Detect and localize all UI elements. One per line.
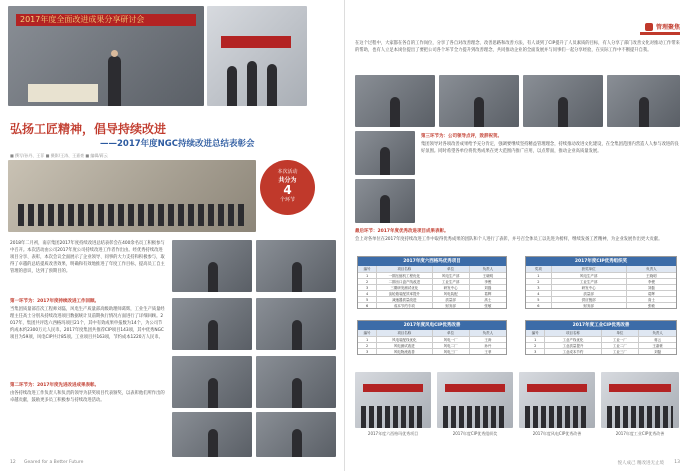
section4-text: 会上对各单位在2017年度持续改进工作中取得优秀成果的团队和个人进行了表彰，并号召全体员工以先进为榜样，继续发扬工匠精神，为企业发展作出更大贡献。 bbox=[355, 237, 663, 242]
leader-photo-3 bbox=[523, 75, 603, 127]
photo-caption: 2017年度风电CIP优秀改善 bbox=[532, 431, 582, 436]
award-photo bbox=[207, 6, 307, 106]
award-banner bbox=[221, 36, 291, 48]
col-header: 项目名称 bbox=[376, 330, 431, 336]
table-cell: 4 bbox=[537, 292, 540, 296]
speaker-figure-2 bbox=[292, 262, 302, 292]
badge-line-2: 共分为 bbox=[278, 177, 297, 184]
table-cell: 刘磊 bbox=[469, 285, 506, 290]
table-sixsigma-header bbox=[358, 266, 506, 272]
stage-display bbox=[28, 84, 98, 102]
table-cell: 减速器质量改进 bbox=[376, 297, 431, 302]
table-cell: 质量部 bbox=[432, 297, 469, 302]
right-footer-slogan: 悦人成己 精改进无止境 bbox=[617, 461, 664, 466]
table-row bbox=[526, 302, 676, 308]
table-cell: 2 bbox=[365, 344, 369, 348]
table-industry-cip-title: 2017年度工业CIP优秀改善 bbox=[526, 321, 676, 330]
speaker-photo-2 bbox=[256, 240, 336, 292]
table-cell: 2 bbox=[537, 280, 540, 284]
four-stages-badge bbox=[260, 160, 315, 215]
table-cell: 1 bbox=[365, 338, 369, 342]
table-row bbox=[526, 342, 676, 348]
intro-paragraph: 2018年二月初，南京集团2017年度持续改进总结表彰会在400余名员工积极参与中召开。本次活动由公司2017年度公司持续改进工作者作出由。经优秀持续改进项目分享、表彰，本次会议全面展示了企业领导、同事的大力支持和积极参与，取得了卓越的总结提质改善效果，明确和有效地推进了年度工作目标，提高员工自主管理的意识，达到了预期目的。 bbox=[10, 241, 165, 274]
table-row bbox=[358, 348, 506, 354]
table-cell: 3 bbox=[534, 350, 537, 354]
speaker-photo-8 bbox=[256, 412, 336, 457]
group-banner-3 bbox=[527, 384, 587, 392]
table-cell: 高士 bbox=[469, 297, 506, 302]
table-cell: 王晓明 bbox=[626, 273, 676, 278]
col-header: 项目名称 bbox=[376, 266, 431, 272]
table-cell: 5 bbox=[537, 298, 540, 302]
speaker-figure-8 bbox=[292, 429, 302, 457]
table-cell: 工业生产部 bbox=[551, 279, 626, 284]
section2-heading: 第二环节为：2017年度先进改进成果表彰。 bbox=[10, 383, 100, 388]
table-cell: 工业一厂 bbox=[601, 337, 639, 342]
col-header: 单位 bbox=[601, 330, 639, 336]
article-subtitle: ——2017年度NGC持续改进总结表彰会 bbox=[100, 139, 255, 149]
table-row bbox=[526, 348, 676, 354]
speaker-photo-6 bbox=[256, 356, 336, 408]
table-cell: 3 bbox=[365, 286, 369, 290]
speaker-photo-5 bbox=[172, 356, 252, 408]
article-title: 弘扬工匠精神，倡导持续改进 bbox=[10, 122, 167, 136]
speaker-photo-1 bbox=[172, 240, 252, 292]
table-cell: 供应链部 bbox=[551, 297, 626, 302]
table-cell: 王晓明 bbox=[469, 273, 506, 278]
group-people-4 bbox=[607, 406, 673, 428]
right-page bbox=[345, 0, 690, 471]
col-header: 负责人 bbox=[626, 266, 676, 272]
table-wind-cip bbox=[357, 320, 507, 355]
table-row bbox=[358, 278, 506, 284]
table-cell: 5 bbox=[365, 298, 369, 302]
table-cell: 风电装配 bbox=[432, 291, 469, 296]
table-cip-org bbox=[525, 256, 677, 309]
leader-photo-6 bbox=[355, 179, 415, 223]
table-industry-cip-header bbox=[526, 330, 676, 336]
table-cell: 高士 bbox=[626, 297, 676, 302]
table-cell: 孙丹 bbox=[469, 343, 506, 348]
speaker-figure-7 bbox=[208, 429, 218, 457]
table-cell: 风电三厂 bbox=[432, 349, 469, 354]
group-photo-2 bbox=[437, 372, 513, 428]
table-cell: 李俊 bbox=[469, 279, 506, 284]
leader-figure-3 bbox=[558, 97, 568, 127]
table-cell: 风电物流改善 bbox=[376, 349, 431, 354]
table-cell: 张敏 bbox=[469, 303, 506, 308]
section4-heading: 最后环节：2017年度优秀改进项目成果表彰。 bbox=[355, 229, 449, 234]
table-cell: 1 bbox=[537, 274, 540, 278]
speaker-figure-6 bbox=[292, 378, 302, 408]
brand-underline bbox=[640, 32, 680, 35]
table-cell: 王涛 bbox=[469, 337, 506, 342]
table-cell: 6 bbox=[365, 304, 369, 308]
col-header: 编号 bbox=[531, 331, 539, 335]
table-cell: 葛辉 bbox=[626, 291, 676, 296]
leader-figure-4 bbox=[639, 97, 649, 127]
group-people-3 bbox=[525, 406, 589, 428]
leader-figure-2 bbox=[474, 97, 484, 127]
table-cell: 工业产线优化 bbox=[544, 337, 600, 342]
table-cell: 刘磊 bbox=[638, 349, 676, 354]
group-banner-4 bbox=[609, 384, 671, 392]
audience-rows bbox=[18, 204, 246, 226]
table-cell: 工业质量提升 bbox=[544, 343, 600, 348]
badge-line-1: 本次活动 bbox=[277, 169, 298, 175]
photo-caption: 2017年度六西格玛优秀项目 bbox=[367, 431, 419, 436]
speaker-figure bbox=[108, 56, 121, 106]
table-cell: 财务部 bbox=[551, 303, 626, 308]
table-cell: 工业生产部 bbox=[432, 279, 469, 284]
group-banner-2 bbox=[445, 384, 505, 392]
badge-number: 4 bbox=[283, 183, 292, 197]
table-cell: 风电装配线优化 bbox=[376, 337, 431, 342]
audience-photo bbox=[8, 160, 256, 232]
table-cell: 王菲 bbox=[469, 349, 506, 354]
group-photo-3 bbox=[519, 372, 595, 428]
col-header: 负责人 bbox=[638, 330, 676, 336]
table-cell: 风电生产部 bbox=[432, 273, 469, 278]
leader-figure-5 bbox=[380, 147, 390, 175]
speaker-photo-7 bbox=[172, 412, 252, 457]
table-row bbox=[526, 296, 676, 302]
byline: ■ 撰写/孙丹、王菲 ■ 摄影/王涛、王嘉豪 ■ 编辑/蒋云 bbox=[10, 153, 108, 158]
table-row bbox=[358, 272, 506, 278]
table-cell: 风电生产部 bbox=[551, 273, 626, 278]
group-photo-1 bbox=[355, 372, 431, 428]
badge-line-3: 个环节 bbox=[279, 197, 295, 203]
table-cell: 研发中心 bbox=[432, 285, 469, 290]
group-people-2 bbox=[443, 406, 507, 428]
speaker-figure-5 bbox=[208, 378, 218, 408]
figure-2 bbox=[247, 61, 257, 106]
photo-caption: 2017年度CIP优秀组织奖 bbox=[452, 431, 498, 436]
leader-photo-5 bbox=[355, 131, 415, 175]
right-page-number: 13 bbox=[674, 460, 680, 465]
table-cell: 4 bbox=[365, 292, 369, 296]
group-photo-4 bbox=[601, 372, 679, 428]
section2-text: 由各持续改进工作负责人和负责的领导为获奖项目代表颁奖，以表彰他们所作出的卓越贡献，鼓励更多员工积极参与持续改进活动。 bbox=[10, 391, 165, 403]
table-row bbox=[358, 342, 506, 348]
figure-3 bbox=[267, 64, 277, 106]
table-cell: 二期出口盘产线改进 bbox=[376, 279, 431, 284]
table-cell: 2 bbox=[365, 280, 369, 284]
leader-figure-1 bbox=[390, 97, 400, 127]
table-row bbox=[358, 290, 506, 296]
col-header: 编号 bbox=[363, 267, 371, 271]
col-header: 获奖单位 bbox=[551, 266, 626, 272]
leader-photo-4 bbox=[607, 75, 680, 127]
section1-heading: 第一环节为：2017年度持续改进工作回顾。 bbox=[10, 299, 100, 304]
group-people-1 bbox=[361, 406, 425, 428]
table-cell: 3 bbox=[365, 350, 369, 354]
table-cell: 工业二厂 bbox=[601, 343, 639, 348]
speaker-photo-4 bbox=[256, 298, 336, 350]
table-cip-org-header bbox=[526, 266, 676, 272]
table-cell: 研发中心 bbox=[551, 285, 626, 290]
col-header: 编号 bbox=[363, 331, 371, 335]
figure-1 bbox=[227, 66, 237, 106]
section3-heading: 第三环节为：公司领导点评，致辞祝贺。 bbox=[421, 134, 502, 139]
table-cell: 成本节约专项 bbox=[376, 303, 431, 308]
table-cell: 风电二厂 bbox=[432, 343, 469, 348]
table-cell: 蒋云 bbox=[638, 337, 676, 342]
conference-photo bbox=[8, 6, 204, 106]
banner-text: 2017年度全面改进成果分享研讨会 bbox=[20, 15, 145, 24]
table-sixsigma-title: 2017年度六西格玛优秀项目 bbox=[358, 257, 506, 266]
table-cell: 财务部 bbox=[432, 303, 469, 308]
table-cell: 工业三厂 bbox=[601, 349, 639, 354]
col-header: 奖项 bbox=[534, 267, 542, 271]
col-header: 单位 bbox=[432, 266, 469, 272]
table-row bbox=[526, 290, 676, 296]
left-footer-slogan: Geared for a Better Future bbox=[24, 460, 84, 465]
left-page-number: 12 bbox=[10, 460, 16, 465]
leader-photo-1 bbox=[355, 75, 435, 127]
right-intro-text: 在这个过程中，大家都在各自的工作岗位，分享了各自对改善理念、改善思路和改善方法，有人谈到了CIP提升了人员素质的目标，有人分享了部门改善文化对推动工作带来的帮助，也有人立足本岗位提出了要把公司各个环节全力提升到改善理念，共同推动企业的全面发展并与同事们一起分享经验，在实际工作中不断提升自我。 bbox=[355, 41, 680, 53]
table-cell: 张敏 bbox=[626, 303, 676, 308]
table-cell: 3 bbox=[537, 286, 540, 290]
table-wind-cip-header bbox=[358, 330, 506, 336]
photo-caption: 2017年度工业CIP优秀改善 bbox=[615, 431, 665, 436]
table-industry-cip bbox=[525, 320, 677, 355]
table-cell: 葛辉 bbox=[469, 291, 506, 296]
group-banner-1 bbox=[363, 384, 423, 392]
table-wind-cip-title: 2017年度风电CIP优秀改善 bbox=[358, 321, 506, 330]
table-cell: 2 bbox=[534, 344, 537, 348]
leader-photo-2 bbox=[439, 75, 519, 127]
col-header: 负责人 bbox=[469, 266, 506, 272]
brand-mark-icon bbox=[645, 23, 653, 31]
table-cell: 质量部 bbox=[551, 291, 626, 296]
col-header: 项目名称 bbox=[544, 330, 600, 336]
speaker-figure-1 bbox=[208, 262, 218, 292]
table-row bbox=[358, 336, 506, 342]
table-cell: 风电测试改进 bbox=[376, 343, 431, 348]
table-row bbox=[358, 302, 506, 308]
table-sixsigma bbox=[357, 256, 507, 309]
table-row bbox=[526, 272, 676, 278]
table-row bbox=[526, 336, 676, 342]
table-row bbox=[358, 296, 506, 302]
speaker-head bbox=[111, 50, 118, 57]
table-cell: 工业成本节约 bbox=[544, 349, 600, 354]
table-row bbox=[358, 284, 506, 290]
col-header: 单位 bbox=[432, 330, 469, 336]
table-cell: 王嘉豪 bbox=[638, 343, 676, 348]
section1-text: 当集团质量部首次工程师刘磊，风电生产质量部高级助理师葛辉，工业生产质量经理主任高士分别从持续改进项目数据统计及前期执行情况方面进行了详细回顾。2017年，集团共评选六西格玛项目21个，其中有效成果申报数为14个，为公司节约成本约2300万元人民币。2017年度集团共推荐CIP项目143项，其中优秀NGC项目为59项，风电CIP共计85项。工业项目共163项，节约成本1220万人民币。 bbox=[10, 307, 165, 340]
speaker-figure-4 bbox=[292, 320, 302, 350]
leader-figure-6 bbox=[380, 195, 390, 223]
table-cell: 一期压缩机工程优化 bbox=[376, 273, 431, 278]
table-cip-org-title: 2017年度CIP优秀组织奖 bbox=[526, 257, 676, 266]
table-cell: 李俊 bbox=[626, 279, 676, 284]
brand-label: 管理聚焦 bbox=[655, 24, 680, 31]
speaker-photo-3 bbox=[172, 298, 252, 350]
col-header: 负责人 bbox=[469, 330, 506, 336]
speaker-figure-3 bbox=[208, 320, 218, 350]
table-cell: 1 bbox=[365, 274, 369, 278]
section-brand bbox=[645, 22, 680, 31]
section3-text: 集团领导对各项改善成果给予充分肯定，强调要继续坚持精益管理理念，持续推动改进文化建设，在全集团范围内营造人人参与改进的良好氛围。同时希望各单位将优秀成果在更大范围内推广应用，以点带面，推动企业高质量发展。 bbox=[421, 142, 679, 154]
table-cell: 三期研发测试优化 bbox=[376, 285, 431, 290]
table-row bbox=[526, 278, 676, 284]
table-cell: 1 bbox=[534, 338, 537, 342]
table-cell: 齿轮箱装配效率提升 bbox=[376, 291, 431, 296]
table-cell: 6 bbox=[537, 304, 540, 308]
table-cell: 刘磊 bbox=[626, 285, 676, 290]
table-cell: 风电一厂 bbox=[432, 337, 469, 342]
table-row bbox=[526, 284, 676, 290]
